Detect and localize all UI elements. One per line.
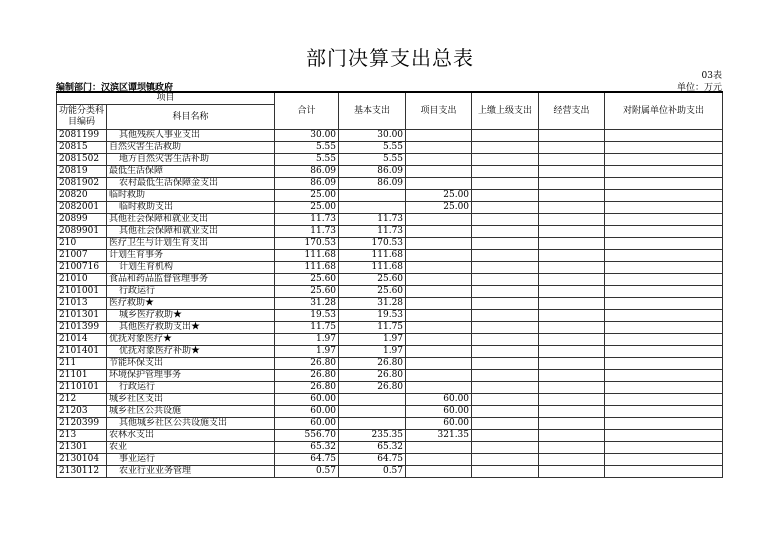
row-name: 城乡社区支出 xyxy=(107,394,275,406)
row-basic: 235.35 xyxy=(339,430,406,442)
row-code: 2100716 xyxy=(57,262,107,274)
row-business xyxy=(539,382,605,394)
row-business xyxy=(539,202,605,214)
table-row xyxy=(57,154,723,166)
row-subsidy xyxy=(605,166,723,178)
table-row xyxy=(57,214,723,226)
row-name: 城乡社区公共设施 xyxy=(107,406,275,418)
row-basic: 26.80 xyxy=(339,370,406,382)
row-upper xyxy=(472,430,539,442)
row-basic: 30.00 xyxy=(339,130,406,142)
row-subsidy xyxy=(605,346,723,358)
row-business xyxy=(539,334,605,346)
row-upper xyxy=(472,394,539,406)
row-basic: 11.73 xyxy=(339,214,406,226)
row-project xyxy=(406,178,472,190)
row-basic xyxy=(339,202,406,214)
row-code: 20819 xyxy=(57,166,107,178)
row-upper xyxy=(472,358,539,370)
row-total: 64.75 xyxy=(275,454,339,466)
table-row xyxy=(57,442,723,454)
row-code: 21101 xyxy=(57,370,107,382)
row-subsidy xyxy=(605,130,723,142)
row-total: 111.68 xyxy=(275,262,339,274)
row-total: 60.00 xyxy=(275,406,339,418)
row-business xyxy=(539,262,605,274)
table-row xyxy=(57,370,723,382)
row-code: 21013 xyxy=(57,298,107,310)
row-upper xyxy=(472,382,539,394)
row-name: 事业运行 xyxy=(107,454,275,466)
row-business xyxy=(539,298,605,310)
row-business xyxy=(539,466,605,478)
row-project xyxy=(406,370,472,382)
row-code: 2081199 xyxy=(57,130,107,142)
row-total: 556.70 xyxy=(275,430,339,442)
row-name: 农林水支出 xyxy=(107,430,275,442)
row-business xyxy=(539,454,605,466)
row-name: 其他医疗救助支出★ xyxy=(107,322,275,334)
row-name: 自然灾害生活救助 xyxy=(107,142,275,154)
row-code: 2101401 xyxy=(57,346,107,358)
row-project xyxy=(406,250,472,262)
row-name: 其他城乡社区公共设施支出 xyxy=(107,418,275,430)
report-title: 部门决算支出总表 xyxy=(306,46,474,70)
table-row xyxy=(57,454,723,466)
row-business xyxy=(539,406,605,418)
row-code: 210 xyxy=(57,238,107,250)
row-project xyxy=(406,358,472,370)
row-upper xyxy=(472,466,539,478)
row-subsidy xyxy=(605,334,723,346)
table-row xyxy=(57,394,723,406)
row-name: 临时救助支出 xyxy=(107,202,275,214)
row-upper xyxy=(472,442,539,454)
row-subsidy xyxy=(605,310,723,322)
expense-table xyxy=(56,91,723,478)
row-business xyxy=(539,394,605,406)
row-name: 医疗卫生与计划生育支出 xyxy=(107,238,275,250)
table-row xyxy=(57,466,723,478)
row-name: 其他社会保障和就业支出 xyxy=(107,226,275,238)
table-row xyxy=(57,274,723,286)
row-basic: 1.97 xyxy=(339,346,406,358)
row-project xyxy=(406,166,472,178)
row-total: 31.28 xyxy=(275,298,339,310)
row-subsidy xyxy=(605,406,723,418)
table-row xyxy=(57,202,723,214)
row-project xyxy=(406,154,472,166)
row-total: 26.80 xyxy=(275,382,339,394)
row-business xyxy=(539,286,605,298)
row-upper xyxy=(472,454,539,466)
row-basic: 111.68 xyxy=(339,250,406,262)
row-business xyxy=(539,442,605,454)
row-code: 21014 xyxy=(57,334,107,346)
row-project: 60.00 xyxy=(406,418,472,430)
row-upper xyxy=(472,226,539,238)
form-code: 03表 xyxy=(701,71,722,81)
row-name: 农业 xyxy=(107,442,275,454)
row-project xyxy=(406,262,472,274)
table-row xyxy=(57,190,723,202)
row-basic: 64.75 xyxy=(339,454,406,466)
table-row xyxy=(57,166,723,178)
row-total: 60.00 xyxy=(275,418,339,430)
row-upper xyxy=(472,322,539,334)
row-name: 计划生育事务 xyxy=(107,250,275,262)
row-total: 30.00 xyxy=(275,130,339,142)
upper-header: 上缴上级支出 xyxy=(472,92,539,130)
row-basic: 25.60 xyxy=(339,286,406,298)
row-subsidy xyxy=(605,178,723,190)
row-upper xyxy=(472,202,539,214)
table-row xyxy=(57,250,723,262)
unit-label: 单位：万元 xyxy=(676,83,722,93)
row-business xyxy=(539,154,605,166)
table-row xyxy=(57,382,723,394)
row-subsidy xyxy=(605,238,723,250)
row-project xyxy=(406,298,472,310)
row-code: 20899 xyxy=(57,214,107,226)
row-total: 11.73 xyxy=(275,214,339,226)
row-basic: 65.32 xyxy=(339,442,406,454)
row-subsidy xyxy=(605,274,723,286)
row-upper xyxy=(472,214,539,226)
row-subsidy xyxy=(605,430,723,442)
table-row xyxy=(57,226,723,238)
row-business xyxy=(539,238,605,250)
row-name: 城乡医疗救助★ xyxy=(107,310,275,322)
row-project xyxy=(406,466,472,478)
row-basic xyxy=(339,406,406,418)
row-business xyxy=(539,178,605,190)
row-business xyxy=(539,358,605,370)
row-total: 25.60 xyxy=(275,274,339,286)
row-code: 21301 xyxy=(57,442,107,454)
row-upper xyxy=(472,154,539,166)
row-total: 5.55 xyxy=(275,142,339,154)
basic-header: 基本支出 xyxy=(339,92,406,130)
row-basic: 11.73 xyxy=(339,226,406,238)
table-row xyxy=(57,262,723,274)
row-upper xyxy=(472,406,539,418)
business-header: 经营支出 xyxy=(539,92,605,130)
row-project: 25.00 xyxy=(406,202,472,214)
row-basic: 5.55 xyxy=(339,154,406,166)
row-name: 医疗救助★ xyxy=(107,298,275,310)
table-row xyxy=(57,310,723,322)
row-business xyxy=(539,226,605,238)
row-project xyxy=(406,226,472,238)
row-code: 2130112 xyxy=(57,466,107,478)
row-project xyxy=(406,274,472,286)
row-subsidy xyxy=(605,142,723,154)
row-name: 优抚对象医疗补助★ xyxy=(107,346,275,358)
row-upper xyxy=(472,238,539,250)
row-code: 2081502 xyxy=(57,154,107,166)
row-basic: 25.60 xyxy=(339,274,406,286)
row-total: 25.00 xyxy=(275,202,339,214)
row-upper xyxy=(472,250,539,262)
row-code: 2081902 xyxy=(57,178,107,190)
project-expense-header: 项目支出 xyxy=(406,92,472,130)
row-subsidy xyxy=(605,262,723,274)
row-subsidy xyxy=(605,202,723,214)
row-name: 计划生育机构 xyxy=(107,262,275,274)
row-project xyxy=(406,130,472,142)
row-upper xyxy=(472,178,539,190)
row-project xyxy=(406,346,472,358)
row-upper xyxy=(472,346,539,358)
row-name: 行政运行 xyxy=(107,382,275,394)
row-code: 2082001 xyxy=(57,202,107,214)
row-total: 1.97 xyxy=(275,334,339,346)
row-code: 2101399 xyxy=(57,322,107,334)
row-business xyxy=(539,130,605,142)
row-code: 21007 xyxy=(57,250,107,262)
row-name: 行政运行 xyxy=(107,286,275,298)
row-basic: 111.68 xyxy=(339,262,406,274)
row-business xyxy=(539,274,605,286)
table-row xyxy=(57,346,723,358)
row-name: 其他社会保障和就业支出 xyxy=(107,214,275,226)
row-subsidy xyxy=(605,442,723,454)
table-row xyxy=(57,142,723,154)
row-upper xyxy=(472,334,539,346)
row-business xyxy=(539,166,605,178)
row-subsidy xyxy=(605,214,723,226)
row-basic: 86.09 xyxy=(339,166,406,178)
row-subsidy xyxy=(605,454,723,466)
row-total: 26.80 xyxy=(275,358,339,370)
table-row xyxy=(57,322,723,334)
row-name: 最低生活保障 xyxy=(107,166,275,178)
row-business xyxy=(539,190,605,202)
row-total: 0.57 xyxy=(275,466,339,478)
row-business xyxy=(539,346,605,358)
row-total: 86.09 xyxy=(275,178,339,190)
row-project: 25.00 xyxy=(406,190,472,202)
row-upper xyxy=(472,166,539,178)
row-business xyxy=(539,142,605,154)
row-code: 2089901 xyxy=(57,226,107,238)
row-code: 212 xyxy=(57,394,107,406)
row-name: 优抚对象医疗★ xyxy=(107,334,275,346)
table-row xyxy=(57,418,723,430)
row-subsidy xyxy=(605,418,723,430)
row-total: 5.55 xyxy=(275,154,339,166)
row-basic: 86.09 xyxy=(339,178,406,190)
row-project xyxy=(406,442,472,454)
row-subsidy xyxy=(605,466,723,478)
row-total: 65.32 xyxy=(275,442,339,454)
row-total: 86.09 xyxy=(275,166,339,178)
row-project xyxy=(406,142,472,154)
table-row xyxy=(57,406,723,418)
row-project xyxy=(406,214,472,226)
row-subsidy xyxy=(605,298,723,310)
subsidy-header: 对附属单位补助支出 xyxy=(605,92,723,130)
row-code: 21203 xyxy=(57,406,107,418)
row-subsidy xyxy=(605,286,723,298)
table-row xyxy=(57,358,723,370)
row-upper xyxy=(472,130,539,142)
row-project xyxy=(406,382,472,394)
table-row xyxy=(57,178,723,190)
table-row xyxy=(57,130,723,142)
row-basic: 31.28 xyxy=(339,298,406,310)
row-business xyxy=(539,310,605,322)
project-header: 项目 xyxy=(57,92,275,105)
row-business xyxy=(539,370,605,382)
row-code: 20820 xyxy=(57,190,107,202)
row-code: 213 xyxy=(57,430,107,442)
row-upper xyxy=(472,418,539,430)
row-subsidy xyxy=(605,154,723,166)
row-total: 19.53 xyxy=(275,310,339,322)
row-basic: 5.55 xyxy=(339,142,406,154)
row-subsidy xyxy=(605,322,723,334)
row-upper xyxy=(472,142,539,154)
row-project xyxy=(406,238,472,250)
total-header: 合计 xyxy=(275,92,339,130)
row-project xyxy=(406,334,472,346)
row-code: 2130104 xyxy=(57,454,107,466)
row-upper xyxy=(472,274,539,286)
row-code: 20815 xyxy=(57,142,107,154)
row-total: 25.60 xyxy=(275,286,339,298)
row-total: 170.53 xyxy=(275,238,339,250)
row-name: 其他残疾人事业支出 xyxy=(107,130,275,142)
table-row xyxy=(57,430,723,442)
row-code: 2120399 xyxy=(57,418,107,430)
row-basic: 170.53 xyxy=(339,238,406,250)
row-upper xyxy=(472,370,539,382)
row-subsidy xyxy=(605,382,723,394)
row-total: 11.73 xyxy=(275,226,339,238)
row-total: 1.97 xyxy=(275,346,339,358)
row-code: 2110101 xyxy=(57,382,107,394)
table-row xyxy=(57,238,723,250)
row-total: 26.80 xyxy=(275,370,339,382)
dept-label: 编制部门：汉滨区谭坝镇政府 xyxy=(56,83,174,93)
row-code: 2101001 xyxy=(57,286,107,298)
row-project xyxy=(406,454,472,466)
row-name: 节能环保支出 xyxy=(107,358,275,370)
row-subsidy xyxy=(605,358,723,370)
row-name: 食品和药品监督管理事务 xyxy=(107,274,275,286)
row-basic xyxy=(339,394,406,406)
row-subsidy xyxy=(605,370,723,382)
row-total: 111.68 xyxy=(275,250,339,262)
row-project: 60.00 xyxy=(406,406,472,418)
row-basic: 11.75 xyxy=(339,322,406,334)
table-row xyxy=(57,298,723,310)
row-business xyxy=(539,322,605,334)
row-upper xyxy=(472,310,539,322)
row-basic: 1.97 xyxy=(339,334,406,346)
row-subsidy xyxy=(605,226,723,238)
row-name: 地方自然灾害生活补助 xyxy=(107,154,275,166)
row-subsidy xyxy=(605,394,723,406)
name-header: 科目名称 xyxy=(107,105,275,130)
row-basic: 0.57 xyxy=(339,466,406,478)
row-upper xyxy=(472,298,539,310)
row-upper xyxy=(472,262,539,274)
table-row xyxy=(57,286,723,298)
row-business xyxy=(539,430,605,442)
row-subsidy xyxy=(605,250,723,262)
row-basic: 26.80 xyxy=(339,382,406,394)
row-basic xyxy=(339,418,406,430)
row-subsidy xyxy=(605,190,723,202)
row-name: 农业行业业务管理 xyxy=(107,466,275,478)
row-name: 环境保护管理事务 xyxy=(107,370,275,382)
row-project xyxy=(406,322,472,334)
row-project: 321.35 xyxy=(406,430,472,442)
row-project: 60.00 xyxy=(406,394,472,406)
row-total: 60.00 xyxy=(275,394,339,406)
row-code: 211 xyxy=(57,358,107,370)
row-name: 临时救助 xyxy=(107,190,275,202)
row-basic xyxy=(339,190,406,202)
row-business xyxy=(539,250,605,262)
row-business xyxy=(539,418,605,430)
row-project xyxy=(406,310,472,322)
row-name: 农村最低生活保障金支出 xyxy=(107,178,275,190)
row-code: 21010 xyxy=(57,274,107,286)
row-upper xyxy=(472,286,539,298)
row-basic: 26.80 xyxy=(339,358,406,370)
row-upper xyxy=(472,190,539,202)
row-total: 11.75 xyxy=(275,322,339,334)
row-code: 2101301 xyxy=(57,310,107,322)
row-total: 25.00 xyxy=(275,190,339,202)
table-row xyxy=(57,334,723,346)
row-project xyxy=(406,286,472,298)
code-header: 功能分类科目编码 xyxy=(57,105,107,130)
row-business xyxy=(539,214,605,226)
row-basic: 19.53 xyxy=(339,310,406,322)
